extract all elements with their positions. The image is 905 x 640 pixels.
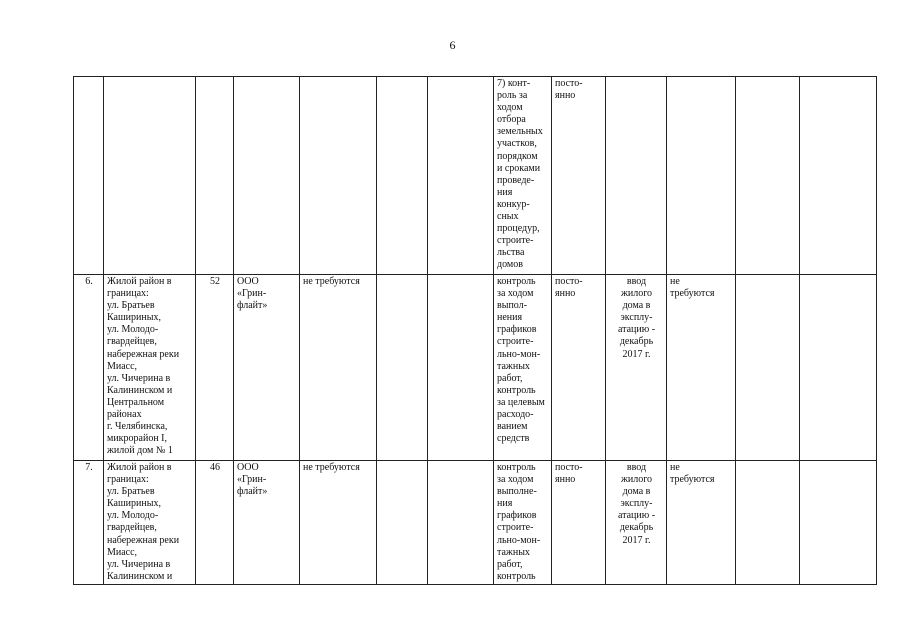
table-cell	[736, 461, 800, 585]
table-cell: не требуются	[300, 275, 377, 461]
table-cell	[800, 461, 877, 585]
table-cell	[428, 275, 494, 461]
table-cell: посто- янно	[552, 461, 606, 585]
table-cell: 52	[196, 275, 234, 461]
table-cell	[377, 275, 428, 461]
page-number: 6	[449, 38, 456, 52]
table-cell: контроль за ходом выполне- ния графиков строите- льно-мон- тажных работ, контроль	[494, 461, 552, 585]
table-row	[74, 275, 877, 461]
table-cell	[428, 77, 494, 275]
table-cell: не требуются	[667, 461, 736, 585]
table-cell	[104, 77, 196, 275]
document-table	[73, 76, 877, 585]
table-cell: 7) конт- роль за ходом отбора земельных участков, порядком и сроками проведе- ния конкур- сных процедур, строите- льства домов	[494, 77, 552, 275]
table-cell: не требуются	[300, 461, 377, 585]
table-row	[74, 77, 877, 275]
table-cell	[667, 77, 736, 275]
table-cell	[300, 77, 377, 275]
table-cell	[800, 275, 877, 461]
row-number: 6.	[74, 275, 104, 461]
table-cell	[377, 77, 428, 275]
table-cell: 46	[196, 461, 234, 585]
table-row	[74, 461, 877, 585]
row-number: 7.	[74, 461, 104, 585]
table-cell	[736, 77, 800, 275]
table-cell: ООО «Грин- флайт»	[234, 461, 300, 585]
table-cell	[234, 77, 300, 275]
table-cell: ввод жилого дома в эксплу- атацию - декабрь 2017 г.	[606, 461, 667, 585]
table-cell: посто- янно	[552, 275, 606, 461]
table-cell: посто- янно	[552, 77, 606, 275]
table-cell: не требуются	[667, 275, 736, 461]
table-cell	[800, 77, 877, 275]
table-cell: ООО «Грин- флайт»	[234, 275, 300, 461]
table-cell	[377, 461, 428, 585]
table-cell: Жилой район в границах: ул. Братьев Кашириных, ул. Молодо- гвардейцев, набережная реки Миасс, ул. Чичерина в Калининском и	[104, 461, 196, 585]
table-cell	[196, 77, 234, 275]
table-cell: контроль за ходом выпол- нения графиков строите- льно-мон- тажных работ, контроль за целевым расходо- ванием средств	[494, 275, 552, 461]
table-cell	[736, 275, 800, 461]
table-cell	[428, 461, 494, 585]
table-cell	[74, 77, 104, 275]
table-cell: ввод жилого дома в эксплу- атацию - декабрь 2017 г.	[606, 275, 667, 461]
table-cell	[606, 77, 667, 275]
table-cell: Жилой район в границах: ул. Братьев Кашириных, ул. Молодо- гвардейцев, набережная реки Миасс, ул. Чичерина в Калининском и Центральном районах г. Челябинска, микрорайон I, жилой дом № 1	[104, 275, 196, 461]
